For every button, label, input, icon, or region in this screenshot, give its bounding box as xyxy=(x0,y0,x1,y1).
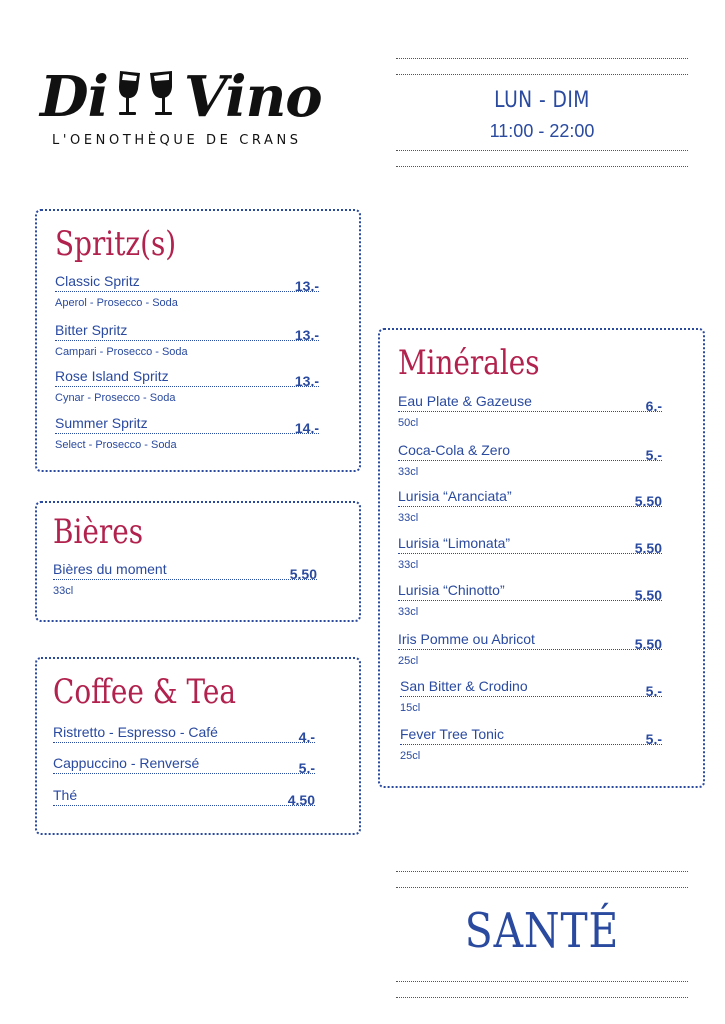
logo-word-di: Di xyxy=(40,64,108,130)
item-description: 25cl xyxy=(398,655,419,667)
item-price: 13.- xyxy=(294,327,319,343)
item-name: Iris Pomme ou Abricot xyxy=(398,631,535,647)
menu-item xyxy=(53,787,315,806)
menu-item xyxy=(400,678,662,714)
item-description: 33cl xyxy=(398,559,419,571)
menu-item xyxy=(55,273,319,309)
item-description: Select - Prosecco - Soda xyxy=(55,439,177,451)
menu-item xyxy=(53,561,317,597)
divider xyxy=(396,981,688,982)
divider xyxy=(396,871,688,872)
menu-item xyxy=(398,535,662,571)
logo xyxy=(40,62,322,132)
item-price: 5.- xyxy=(298,760,315,776)
item-price: 5.- xyxy=(645,731,662,747)
minerales-card xyxy=(378,328,705,788)
item-description: 33cl xyxy=(398,512,419,524)
opening-time: 11:00 - 22:00 xyxy=(489,121,595,141)
bieres-card xyxy=(35,501,361,622)
item-price: 5.50 xyxy=(634,540,662,556)
menu-item xyxy=(398,442,662,478)
section-title: Coffee & Tea xyxy=(53,672,237,712)
item-name: Ristretto - Espresso - Café xyxy=(53,724,218,740)
item-price: 6.- xyxy=(645,398,662,414)
sante-heading: SANTÉ xyxy=(464,903,620,959)
item-price: 5.50 xyxy=(289,566,317,582)
logo-word-vino: Vino xyxy=(183,64,322,130)
item-description: 15cl xyxy=(400,702,421,714)
wine-glasses-icon xyxy=(114,67,178,127)
item-description: 33cl xyxy=(53,585,74,597)
item-price: 5.50 xyxy=(634,587,662,603)
item-name: Lurisia “Aranciata” xyxy=(398,488,512,504)
item-name: Classic Spritz xyxy=(55,273,140,289)
item-price: 5.- xyxy=(645,447,662,463)
divider xyxy=(396,58,688,59)
item-description: 33cl xyxy=(398,606,419,618)
menu-item xyxy=(53,755,315,774)
menu-item xyxy=(55,322,319,358)
item-price: 5.- xyxy=(645,683,662,699)
item-description: 33cl xyxy=(398,466,419,478)
section-title: Spritz(s) xyxy=(55,224,177,264)
item-description: 25cl xyxy=(400,750,421,762)
item-name: Lurisia “Chinotto” xyxy=(398,582,505,598)
item-name: Coca-Cola & Zero xyxy=(398,442,511,458)
item-name: Thé xyxy=(53,787,78,803)
menu-item xyxy=(398,488,662,524)
item-price: 4.50 xyxy=(287,792,315,808)
spritz-card xyxy=(35,209,361,472)
section-title: Bières xyxy=(53,512,144,552)
item-name: Bières du moment xyxy=(53,561,167,577)
divider xyxy=(396,150,688,151)
item-price: 13.- xyxy=(294,373,319,389)
item-price: 14.- xyxy=(294,420,319,436)
item-description: 50cl xyxy=(398,417,419,429)
item-description: Aperol - Prosecco - Soda xyxy=(55,297,178,309)
item-price: 13.- xyxy=(294,278,319,294)
item-name: Bitter Spritz xyxy=(55,322,128,338)
item-name: Eau Plate & Gazeuse xyxy=(398,393,532,409)
menu-item xyxy=(398,582,662,618)
tagline: L'OENOTHÈQUE DE CRANS xyxy=(52,133,302,148)
menu-item xyxy=(53,724,315,743)
coffee-card xyxy=(35,657,361,835)
item-description: Cynar - Prosecco - Soda xyxy=(55,392,176,404)
item-name: Summer Spritz xyxy=(55,415,148,431)
item-description: Campari - Prosecco - Soda xyxy=(55,346,188,358)
menu-item xyxy=(55,415,319,451)
item-name: Lurisia “Limonata” xyxy=(398,535,511,551)
opening-days: LUN - DIM xyxy=(494,88,590,113)
menu-item xyxy=(400,726,662,762)
divider xyxy=(396,166,688,167)
item-name: San Bitter & Crodino xyxy=(400,678,528,694)
divider xyxy=(396,997,688,998)
divider xyxy=(396,74,688,75)
item-name: Rose Island Spritz xyxy=(55,368,169,384)
item-price: 5.50 xyxy=(634,636,662,652)
section-title: Minérales xyxy=(398,343,540,383)
item-name: Cappuccino - Renversé xyxy=(53,755,200,771)
menu-item xyxy=(55,368,319,404)
divider xyxy=(396,887,688,888)
menu-item xyxy=(398,631,662,667)
item-price: 4.- xyxy=(298,729,315,745)
menu-item xyxy=(398,393,662,429)
item-name: Fever Tree Tonic xyxy=(400,726,505,742)
item-price: 5.50 xyxy=(634,493,662,509)
